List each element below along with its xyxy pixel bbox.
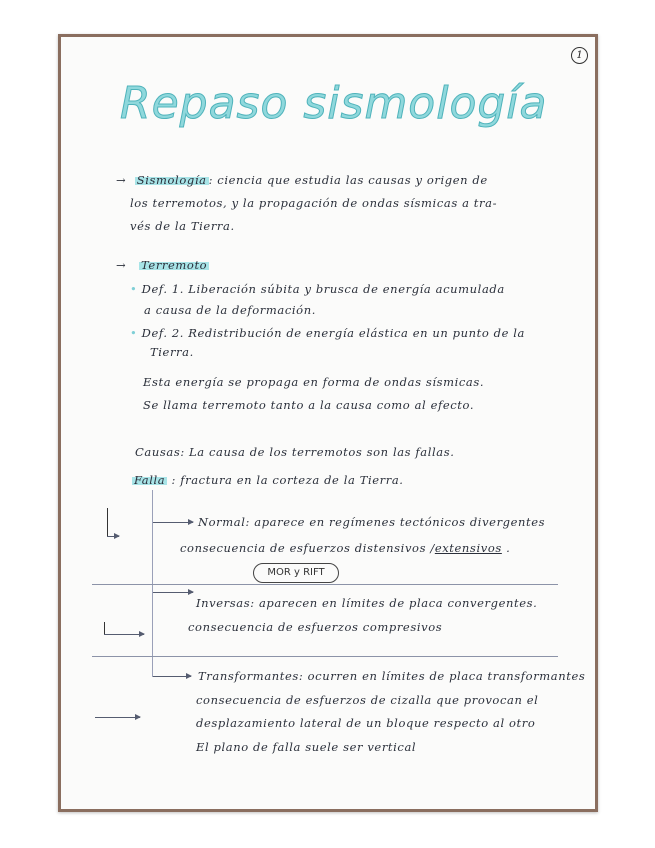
causas-line: Causas: La causa de los terremotos son las fallas. [135, 445, 455, 459]
divider-line [92, 656, 558, 657]
page-number: 1 [571, 47, 588, 64]
page-title: Repaso sismología [120, 78, 548, 129]
def2-text: Def. 2. Redistribución de energía elástica en un punto de la [141, 326, 525, 340]
branch-arrow-icon [153, 592, 193, 593]
terremoto-def2-line2: Tierra. [150, 345, 194, 359]
sismologia-term: Sismología [136, 173, 207, 187]
arrow-icon: → [116, 258, 127, 272]
inversas-line2: consecuencia de esfuerzos compresivos [188, 620, 443, 634]
reverse-fault-arrow-icon [104, 634, 144, 635]
extensivos-text: extensivos [434, 541, 502, 555]
def1-text: Def. 1. Liberación súbita y brusca de energía acumulada [141, 282, 505, 296]
branch-arrow-icon [153, 676, 191, 677]
falla-definition: : fractura en la corteza de la Tierra. [171, 473, 404, 487]
transf-line4: El plano de falla suele ser vertical [196, 740, 417, 754]
terremoto-def1-line2: a causa de la deformación. [144, 303, 316, 317]
normal-line1: Normal: aparece en regímenes tectónicos divergentes [198, 515, 546, 529]
sismologia-line1 [116, 173, 488, 187]
arrow-icon: → [116, 173, 127, 187]
falla-term: Falla [134, 473, 166, 487]
transform-fault-arrow-icon [95, 717, 140, 718]
branch-arrow-icon [153, 522, 193, 523]
normal-text: consecuencia de esfuerzos distensivos / [180, 541, 435, 555]
bullet-icon: • [130, 326, 138, 340]
transf-line1: Transformantes: ocurren en límites de placa transformantes [198, 669, 586, 683]
normal-fault-symbol [107, 508, 108, 536]
sismologia-text1: : ciencia que estudia las causas y origen de [208, 173, 488, 187]
terremoto-note1: Esta energía se propaga en forma de ondas sísmicas. [143, 375, 485, 389]
terremoto-def1 [130, 282, 505, 296]
sismologia-line2: los terremotos, y la propagación de ondas sísmicas a tra- [130, 196, 498, 210]
normal-line2: consecuencia de esfuerzos distensivos /extensivos . [180, 541, 511, 555]
inversas-line1: Inversas: aparecen en límites de placa convergentes. [196, 596, 538, 610]
sismologia-line3: vés de la Tierra. [130, 219, 235, 233]
terremoto-heading [116, 258, 209, 272]
terremoto-note2: Se llama terremoto tanto a la causa como al efecto. [143, 398, 475, 412]
bullet-icon: • [130, 282, 138, 296]
mor-rift-cloud: MOR y RIFT [253, 563, 339, 583]
reverse-fault-symbol [104, 622, 105, 634]
divider-line [92, 584, 558, 585]
transf-line3: desplazamiento lateral de un bloque respecto al otro [196, 716, 536, 730]
transf-line2: consecuencia de esfuerzos de cizalla que provocan el [196, 693, 539, 707]
terremoto-term: Terremoto [141, 258, 208, 272]
falla-line [132, 473, 404, 487]
terremoto-def2 [130, 326, 525, 340]
normal-fault-arrow-icon [107, 536, 119, 537]
